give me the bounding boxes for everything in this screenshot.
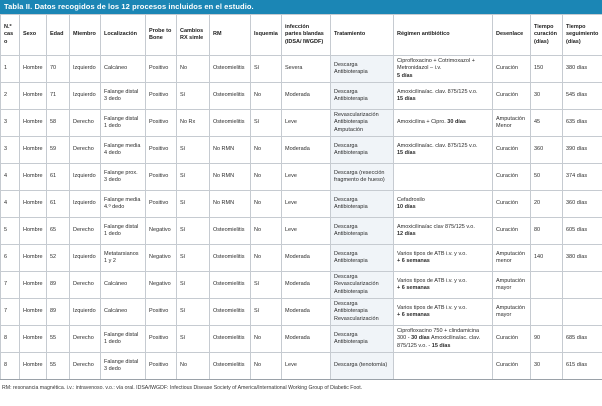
cell-isquemia: No [251,164,282,191]
cell-t_seguimiento: 605 días [563,218,602,245]
cell-infeccion: Moderada [282,299,331,326]
table-row [1,218,602,245]
table-row [1,353,602,380]
cell-isquemia: No [251,245,282,272]
cell-probe_to_bone: Negativo [146,272,177,299]
cell-t_seguimiento: 380 días [563,56,602,83]
cell-rm: Osteomielitis [210,83,251,110]
column-header-localizacion: Localización [101,15,146,56]
column-header-sexo: Sexo [20,15,47,56]
cell-tratamiento: Descarga Antibioterapia [331,83,394,110]
cell-miembro: Derecho [70,353,101,380]
cell-localizacion: Falange prox. 3 dedo [101,164,146,191]
table-row [1,191,602,218]
cell-caso: 8 [1,326,20,353]
table-row [1,326,602,353]
cell-localizacion: Calcáneo [101,272,146,299]
cell-t_curacion [531,299,563,326]
cell-infeccion: Severa [282,56,331,83]
cell-t_curacion: 90 [531,326,563,353]
cell-regimen: Amoxicilina/ac. clav. 875/125 v.o. 15 días [394,83,493,110]
cell-edad: 61 [47,164,70,191]
cell-rm: Osteomielitis [210,272,251,299]
cell-rm: No RMN [210,164,251,191]
cell-tratamiento: Descarga Antibioterapia [331,191,394,218]
cell-caso: 4 [1,191,20,218]
cell-t_seguimiento: 615 días [563,353,602,380]
cell-tratamiento: Descarga Antibioterapia [331,56,394,83]
cell-miembro: Izquierdo [70,191,101,218]
cell-isquemia: No [251,83,282,110]
cell-sexo: Hombre [20,164,47,191]
cell-caso: 7 [1,299,20,326]
cell-isquemia: Sí [251,56,282,83]
cell-probe_to_bone: Positivo [146,326,177,353]
cell-probe_to_bone: Positivo [146,299,177,326]
table-row [1,272,602,299]
cell-edad: 55 [47,326,70,353]
cell-miembro: Izquierdo [70,164,101,191]
cell-t_curacion: 360 [531,137,563,164]
cell-edad: 58 [47,110,70,137]
column-header-caso: N.º caso [1,15,20,56]
cell-localizacion: Falange distal 1 dedo [101,110,146,137]
cell-caso: 8 [1,353,20,380]
cell-miembro: Izquierdo [70,245,101,272]
cell-miembro: Derecho [70,272,101,299]
table-title: Tabla II. Datos recogidos de los 12 procesos incluidos en el estudio. [0,0,602,14]
cell-probe_to_bone: Positivo [146,83,177,110]
cell-infeccion: Moderada [282,83,331,110]
cell-edad: 52 [47,245,70,272]
cell-tratamiento: Descarga Antibioterapia Revascularización [331,299,394,326]
cell-sexo: Hombre [20,110,47,137]
cell-edad: 70 [47,56,70,83]
cell-infeccion: Moderada [282,272,331,299]
cell-edad: 61 [47,191,70,218]
table-footnote: RM: resonancia magnética. i.v.: intravenoso. v.o.: vía oral. IDSA/IWGDF: Infectious Disease Society of America/International Working Group of Diabetic Foot. [2,385,363,391]
cell-cambios_rx: Sí [177,326,210,353]
cell-sexo: Hombre [20,83,47,110]
table-row [1,245,602,272]
table-row [1,83,602,110]
cell-edad: 65 [47,218,70,245]
cell-sexo: Hombre [20,56,47,83]
cell-tratamiento: Descarga Antibioterapia [331,137,394,164]
cell-cambios_rx: Sí [177,272,210,299]
cell-cambios_rx: Sí [177,299,210,326]
cell-sexo: Hombre [20,137,47,164]
cell-rm: No RMN [210,191,251,218]
cell-sexo: Hombre [20,218,47,245]
cell-tratamiento: Descarga Revascularización Antibioterapia [331,272,394,299]
cell-regimen [394,164,493,191]
cell-isquemia: No [251,353,282,380]
cell-localizacion: Falange media 4 dedo [101,137,146,164]
cell-caso: 4 [1,164,20,191]
cell-cambios_rx: No [177,353,210,380]
column-header-desenlace: Desenlace [493,15,531,56]
cell-desenlace: Curación [493,218,531,245]
table-row [1,137,602,164]
cell-desenlace: Amputación mayor [493,272,531,299]
cell-probe_to_bone: Positivo [146,110,177,137]
cell-localizacion: Falange distal 3 dedo [101,353,146,380]
cell-cambios_rx: No Rx [177,110,210,137]
cell-miembro: Derecho [70,110,101,137]
column-header-probe_to_bone: Probe to Bone [146,15,177,56]
cell-isquemia: Sí [251,110,282,137]
cell-t_curacion: 45 [531,110,563,137]
cell-edad: 55 [47,353,70,380]
cell-t_curacion: 30 [531,353,563,380]
column-header-edad: Edad [47,15,70,56]
column-header-t_curacion: Tiempo curación (días) [531,15,563,56]
cell-tratamiento: Descarga Antibioterapia [331,245,394,272]
cell-t_seguimiento: 545 días [563,83,602,110]
cell-localizacion: Falange distal 1 dedo [101,326,146,353]
column-header-cambios_rx: Cambios RX simle [177,15,210,56]
cell-desenlace: Curación [493,56,531,83]
cell-localizacion: Metatarsianos 1 y 2 [101,245,146,272]
column-header-t_seguimiento: Tiempo seguimiento (días) [563,15,602,56]
cell-cambios_rx: Sí [177,218,210,245]
cell-desenlace: Amputación menor [493,245,531,272]
cell-isquemia: Sí [251,299,282,326]
cell-miembro: Derecho [70,137,101,164]
cell-isquemia: No [251,326,282,353]
cell-infeccion: Leve [282,218,331,245]
cell-t_curacion: 50 [531,164,563,191]
cell-probe_to_bone: Negativo [146,218,177,245]
cell-t_curacion: 30 [531,83,563,110]
cell-regimen: Varios tipos de ATB i.v. y v.o. + 6 semanas [394,245,493,272]
header-row [1,15,602,56]
cell-t_seguimiento: 685 días [563,326,602,353]
cell-desenlace: Curación [493,353,531,380]
table-row [1,164,602,191]
cell-cambios_rx: Sí [177,137,210,164]
cell-regimen: Amoxicilina/ac. clav. 875/125 v.o. 15 días [394,137,493,164]
cell-cambios_rx: No [177,56,210,83]
cell-localizacion: Calcáneo [101,299,146,326]
cell-t_seguimiento: 635 días [563,110,602,137]
cell-desenlace: Amputación Menor [493,110,531,137]
cell-rm: Osteomielitis [210,299,251,326]
cell-desenlace: Amputación mayor [493,299,531,326]
cell-localizacion: Falange media 4.º dedo [101,191,146,218]
table-header [1,15,602,56]
table-body [1,56,602,380]
cell-isquemia: Sí [251,272,282,299]
cell-desenlace: Curación [493,83,531,110]
cell-caso: 3 [1,137,20,164]
cell-probe_to_bone: Positivo [146,56,177,83]
cell-infeccion: Moderada [282,326,331,353]
table-row [1,56,602,83]
study-data-table [0,14,602,380]
column-header-tratamiento: Tratamiento [331,15,394,56]
cell-regimen: Ciprofloxacino 750 + clindamicina 300 - 30 días Amoxicilina/ac. clav. 875/125 v.o. - 15 días [394,326,493,353]
cell-miembro: Izquierdo [70,83,101,110]
cell-cambios_rx: Sí [177,164,210,191]
column-header-regimen: Régimen antibiótico [394,15,493,56]
cell-caso: 6 [1,245,20,272]
cell-infeccion: Leve [282,110,331,137]
cell-t_curacion: 150 [531,56,563,83]
cell-rm: Osteomielitis [210,353,251,380]
cell-tratamiento: Descarga (resección fragmento de hueso) [331,164,394,191]
cell-regimen: Ciprofloxacino + Cotrimoxazol + Metronidazol – i.v. 5 días [394,56,493,83]
cell-miembro: Derecho [70,326,101,353]
cell-tratamiento: Descarga (tenotomía) [331,353,394,380]
cell-rm: Osteomielitis [210,110,251,137]
cell-isquemia: No [251,191,282,218]
cell-probe_to_bone: Positivo [146,164,177,191]
cell-regimen: Amoxicilina/ac clav 875/125 v.o. 12 días [394,218,493,245]
column-header-rm: RM [210,15,251,56]
table-row [1,110,602,137]
cell-probe_to_bone: Positivo [146,353,177,380]
cell-tratamiento: Descarga Antibioterapia [331,326,394,353]
cell-edad: 71 [47,83,70,110]
column-header-isquemia: Isquemia [251,15,282,56]
cell-tratamiento: Revascularización Antibioterapia Amputación [331,110,394,137]
cell-regimen: Varios tipos de ATB i.v. y v.o. + 6 semanas [394,299,493,326]
cell-t_seguimiento: 390 días [563,137,602,164]
cell-rm: Osteomielitis [210,245,251,272]
cell-caso: 7 [1,272,20,299]
column-header-infeccion: infección partes blandas (IDSA/ IWGDF) [282,15,331,56]
cell-sexo: Hombre [20,326,47,353]
cell-sexo: Hombre [20,353,47,380]
cell-infeccion: Moderada [282,245,331,272]
cell-desenlace: Curación [493,137,531,164]
cell-infeccion: Moderada [282,137,331,164]
cell-rm: Osteomielitis [210,56,251,83]
table-row [1,299,602,326]
cell-infeccion: Leve [282,164,331,191]
column-header-miembro: Miembro [70,15,101,56]
cell-miembro: Derecho [70,218,101,245]
cell-infeccion: Leve [282,191,331,218]
cell-cambios_rx: Sí [177,83,210,110]
cell-regimen: Amoxicilina + Cipro. 30 días [394,110,493,137]
cell-regimen: Varios tipos de ATB i.v. y v.o. + 6 semanas [394,272,493,299]
cell-t_curacion [531,272,563,299]
cell-t_seguimiento: 374 días [563,164,602,191]
cell-caso: 3 [1,110,20,137]
cell-sexo: Hombre [20,245,47,272]
cell-cambios_rx: Sí [177,245,210,272]
cell-desenlace: Curación [493,191,531,218]
cell-caso: 1 [1,56,20,83]
cell-regimen: Cefadroxilo 10 días [394,191,493,218]
cell-edad: 89 [47,272,70,299]
cell-isquemia: No [251,218,282,245]
cell-regimen [394,353,493,380]
cell-t_curacion: 20 [531,191,563,218]
cell-miembro: Izquierdo [70,56,101,83]
cell-desenlace: Curación [493,164,531,191]
cell-sexo: Hombre [20,191,47,218]
cell-desenlace: Curación [493,326,531,353]
cell-sexo: Hombre [20,299,47,326]
cell-tratamiento: Descarga Antibioterapia [331,218,394,245]
cell-probe_to_bone: Positivo [146,137,177,164]
cell-t_seguimiento: 380 días [563,245,602,272]
cell-t_curacion: 140 [531,245,563,272]
cell-infeccion: Leve [282,353,331,380]
cell-rm: No RMN [210,137,251,164]
cell-rm: Osteomielitis [210,326,251,353]
cell-cambios_rx: Sí [177,191,210,218]
cell-caso: 2 [1,83,20,110]
cell-t_seguimiento [563,299,602,326]
cell-localizacion: Falange distal 1 dedo [101,218,146,245]
cell-miembro: Izquierdo [70,299,101,326]
cell-caso: 5 [1,218,20,245]
cell-probe_to_bone: Negativo [146,245,177,272]
cell-t_curacion: 80 [531,218,563,245]
cell-localizacion: Calcáneo [101,56,146,83]
cell-sexo: Hombre [20,272,47,299]
cell-rm: Osteomielitis [210,218,251,245]
cell-edad: 89 [47,299,70,326]
cell-edad: 59 [47,137,70,164]
cell-isquemia: No [251,137,282,164]
cell-localizacion: Falange distal 3 dedo [101,83,146,110]
cell-t_seguimiento [563,272,602,299]
cell-probe_to_bone: Positivo [146,191,177,218]
cell-t_seguimiento: 360 días [563,191,602,218]
